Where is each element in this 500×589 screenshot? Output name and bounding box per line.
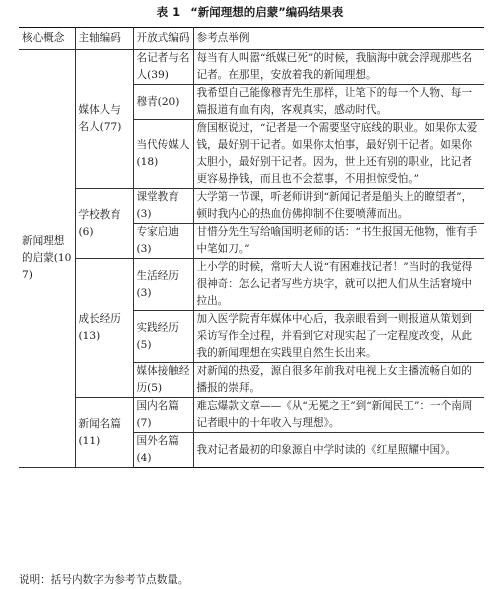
axial-code-cell: 成长经历(13) [75, 259, 133, 398]
open-code-cell: 实践经历(5) [133, 311, 193, 363]
open-code-cell: 国外名篇(4) [133, 433, 193, 468]
reference-cell: 大学第一节课，听老师讲到“新闻记者是船头上的瞭望者”，顿时我内心的热血仿佛抑制不住要喷薄而出。 [193, 189, 484, 224]
open-code-cell: 名记者与名人(39) [133, 50, 193, 85]
axial-code-cell: 新闻名篇(11) [75, 398, 133, 468]
header-open-coding: 开放式编码 [133, 28, 193, 50]
table-row [19, 398, 484, 433]
open-code-cell: 专家启迪(3) [133, 224, 193, 259]
axial-code-cell: 媒体人与名人(77) [75, 50, 133, 189]
reference-cell: 我希望自己能像穆青先生那样，让笔下的每一个人物、每一篇报道有血有肉，客观真实，感动时代。 [193, 85, 484, 120]
open-code-cell: 课堂教育(3) [133, 189, 193, 224]
reference-cell: 每当有人叫嚣“纸媒已死”的时候，我脑海中就会浮现那些名记者。在那里，安放着我的新闻理想。 [193, 50, 484, 85]
table-header-row [19, 28, 484, 50]
reference-cell: 加入医学院青年媒体中心后，我亲眼看到一则报道从策划到采访写作全过程，并看到它对现实起了一定程度改变，从此我的新闻理想在实践里自然生长出来。 [193, 311, 484, 363]
reference-cell: 詹国枢说过，“记者是一个需要坚守底线的职业。如果你太爱钱，最好别干记者。如果你太怕事，最好别干记者。如果你太胆小，最好别干记者。因为，世上还有别的职业，比记者更容易挣钱，而且也不会惹事，不用担惊受怕。” [193, 120, 484, 189]
open-code-cell: 穆青(20) [133, 85, 193, 120]
open-code-cell: 生活经历(3) [133, 259, 193, 311]
table-row [19, 189, 484, 224]
table-footnote: 说明：括号内数字为参考节点数量。 [19, 574, 189, 586]
reference-cell: 对新闻的热爱，源自很多年前我对电视上女主播流畅自如的播报的崇拜。 [193, 363, 484, 398]
table-number: 表 1 [156, 5, 181, 19]
open-code-cell: 当代传媒人(18) [133, 120, 193, 189]
open-code-cell: 媒体接触经历(5) [133, 363, 193, 398]
open-code-cell: 国内名篇(7) [133, 398, 193, 433]
coding-results-table [19, 27, 484, 468]
header-core-concept: 核心概念 [19, 28, 75, 50]
table-title: “新闻理想的启蒙”编码结果表 [190, 5, 344, 19]
core-concept-cell: 新闻理想的启蒙(107) [19, 50, 75, 468]
reference-cell: 甘惜分先生写给喻国明老师的话：“书生报国无他物，惟有手中笔如刀。” [193, 224, 484, 259]
reference-cell: 我对记者最初的印象源自中学时读的《红星照耀中国》。 [193, 433, 484, 468]
table-row [19, 50, 484, 85]
header-axial-coding: 主轴编码 [75, 28, 133, 50]
reference-cell: 上小学的时候，常听大人说“有困难找记者！”当时的我觉得很神奇：怎么记者写些方块字，就可以把人们从生活窘境中拉出。 [193, 259, 484, 311]
reference-cell: 难忘爆款文章——《从“无冕之王”到“新闻民工”：一个南周记者眼中的十年收入与理想》。 [193, 398, 484, 433]
axial-code-cell: 学校教育(6) [75, 189, 133, 259]
header-reference-example: 参考点举例 [193, 28, 484, 50]
table-caption [0, 4, 500, 20]
table-row [19, 259, 484, 311]
